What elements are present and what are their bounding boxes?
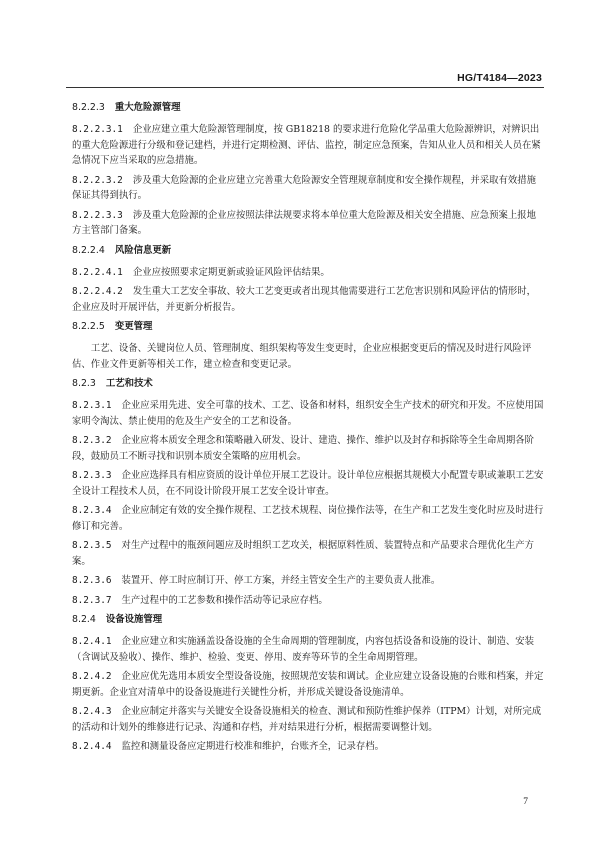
- section-title: 工艺和技术: [105, 378, 153, 389]
- clause: [72, 503, 544, 534]
- clause-number: 8.2.2.3.1: [72, 124, 123, 135]
- clause-number: 8.2.2.3.2: [72, 174, 123, 186]
- section-title: 变更管理: [114, 321, 153, 332]
- clause: [72, 208, 544, 239]
- section-heading: [72, 319, 544, 334]
- clause-text: 企业应建立和实施涵盖设备设施的全生命周期的管理制度，内容包括设备和设施的设计、制造、安装（含调试及验收）、操作、维护、检验、变更、停用、废弃等环节的全生命周期管理。: [72, 636, 535, 663]
- clause: [72, 634, 544, 665]
- header-rule: [66, 87, 544, 88]
- section-number: 8.2.2.5: [72, 321, 105, 332]
- clause-text: 装置开、停工时应制订开、停工方案，并经主管安全生产的主要负责人批准。: [121, 575, 441, 586]
- clause-number: 8.2.2.3.3: [72, 209, 123, 221]
- clause-number: 8.2.4.3: [72, 706, 112, 717]
- section-heading: [72, 243, 544, 258]
- clause-number: 8.2.3.7: [72, 594, 112, 606]
- page-number: 7: [523, 797, 528, 807]
- clause: [72, 593, 544, 609]
- clause-text: 对生产过程中的瓶颈问题应及时组织工艺攻关，根据原料性质、装置特点和产品要求合理优化生产方案。: [72, 540, 535, 567]
- section-title: 重大危险源管理: [114, 102, 181, 113]
- clause-text: 企业应按照要求定期更新或验证风险评估结果。: [132, 266, 330, 278]
- section-number: 8.2.2.3: [72, 102, 105, 113]
- clause: [72, 284, 544, 315]
- section-title: 风险信息更新: [114, 244, 172, 256]
- clause-number: 8.2.3.3: [72, 470, 112, 481]
- clause: [72, 739, 544, 755]
- clause-text: 企业应将本质安全理念和策略融入研发、设计、建造、操作、维护以及封存和拆除等全生命周期各阶段，鼓励员工不断寻找和识别本质安全策略的应用机会。: [72, 435, 535, 462]
- clause-number: 8.2.4.2: [72, 671, 112, 682]
- clause: [72, 573, 544, 589]
- section-number: 8.2.3: [72, 378, 96, 389]
- section-heading: [72, 100, 544, 115]
- clause-number: 8.2.3.2: [72, 435, 112, 446]
- clause: [72, 265, 544, 281]
- clause-text: 涉及重大危险源的企业应按照法律法规要求将本单位重大危险源及相关安全措施、应急预案上报地方主管部门备案。: [72, 209, 536, 236]
- clause: [72, 538, 544, 569]
- clause-number: 8.2.3.1: [72, 400, 112, 411]
- clause-text: 监控和测量设备应定期进行校准和维护，台账齐全，记录存档。: [121, 741, 385, 752]
- clause-text: 涉及重大危险源的企业应建立完善重大危险源安全管理规章制度和安全操作规程，并采取有效措施保证其得到执行。: [72, 174, 536, 201]
- clause: [72, 433, 544, 464]
- clause: [72, 704, 544, 735]
- clause-text: 企业应制定并落实与关键安全设备设施相关的检查、测试和预防性维护保养（ITPM）计划，对所完成的活动和计划外的维修进行记录、沟通和存档，并对结果进行分析，根据需要调整计划。: [72, 706, 542, 733]
- clause-text: 企业应采用先进、安全可靠的技术、工艺、设备和材料，组织安全生产技术的研究和开发。不应使用国家明令淘汰、禁止使用的危及生产安全的工艺和设备。: [72, 400, 544, 427]
- section-number: 8.2.4: [72, 614, 96, 625]
- document-body: [72, 96, 544, 759]
- clause: [72, 669, 544, 700]
- clause-text: 企业应建立重大危险源管理制度，按 GB18218 的要求进行危险化学品重大危险源辨识，对辨识出的重大危险源进行分级和登记建档，并进行定期检测、评估、监控，制定应急预案，告知从业人员和相关人员在紧急情况下应当采取的应急措施。: [72, 124, 541, 166]
- clause-text: 生产过程中的工艺参数和操作活动等记录应存档。: [121, 594, 328, 606]
- section-number: 8.2.2.4: [72, 244, 105, 256]
- clause: [72, 122, 544, 169]
- clause-number: 8.2.2.4.2: [72, 286, 123, 297]
- clause-number: 8.2.4.4: [72, 741, 112, 752]
- standard-code: HG/T4184—2023: [457, 72, 542, 84]
- clause: [72, 398, 544, 429]
- clause-text: 企业应制定有效的安全操作规程、工艺技术规程、岗位操作法等，在生产和工艺发生变化时应及时进行修订和完善。: [72, 505, 544, 532]
- clause-text: 企业应选择具有相应资质的设计单位开展工艺设计。设计单位应根据其规模大小配置专职或兼职工艺安全设计工程技术人员，在不同设计阶段开展工艺安全设计审查。: [72, 470, 544, 497]
- clause-text: 企业应优先选用本质安全型设备设施，按照规范安装和调试。企业应建立设备设施的台账和档案，并定期更新。企业宜对清单中的设备设施进行关键性分析，并形成关键设备设施清单。: [72, 671, 544, 698]
- section-title: 设备设施管理: [105, 614, 163, 625]
- clause-number: 8.2.2.4.1: [72, 266, 123, 278]
- section-heading: [72, 376, 544, 391]
- clause-number: 8.2.3.5: [72, 540, 112, 551]
- paragraph: 工艺、设备、关键岗位人员、管理制度、组织架构等发生变更时，企业应根据变更后的情况及时进行风险评估、作业文件更新等相关工作，建立检查和变更记录。: [72, 343, 532, 370]
- clause: [72, 468, 544, 499]
- clause-text: 发生重大工艺安全事故、较大工艺变更或者出现其他需要进行工艺危害识别和风险评估的情形时，企业应及时开展评估，并更新分析报告。: [72, 286, 536, 313]
- section-heading: [72, 612, 544, 627]
- clause-number: 8.2.3.4: [72, 505, 112, 516]
- clause-number: 8.2.3.6: [72, 575, 112, 586]
- clause: [72, 173, 544, 204]
- clause-number: 8.2.4.1: [72, 636, 112, 647]
